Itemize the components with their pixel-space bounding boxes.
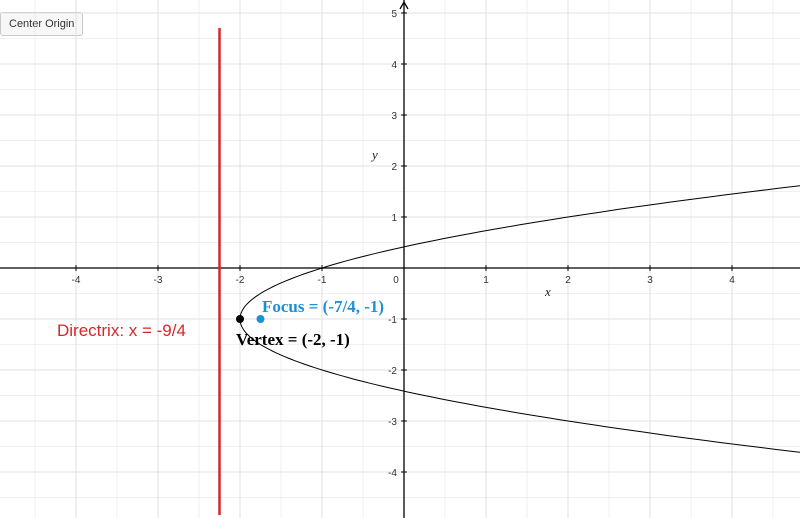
x-tick-label: 2 — [565, 275, 571, 286]
x-tick-label: -2 — [235, 275, 245, 286]
focus-point[interactable] — [257, 315, 265, 323]
y-tick-label: 3 — [391, 111, 397, 122]
x-axis-label: x — [545, 284, 551, 299]
x-tick-label: 0 — [393, 275, 399, 286]
y-tick-label: 1 — [391, 213, 397, 224]
directrix-label: Directrix: x = -9/4 — [57, 321, 186, 340]
x-tick-label: -1 — [317, 275, 327, 286]
y-tick-label: 2 — [391, 162, 397, 173]
y-tick-label: 5 — [391, 9, 397, 20]
y-tick-label: -1 — [388, 315, 397, 326]
y-tick-label: -3 — [388, 417, 397, 428]
x-tick-label: -3 — [153, 275, 163, 286]
y-tick-label: 4 — [391, 60, 397, 71]
y-tick-label: -2 — [388, 366, 397, 377]
x-tick-label: 4 — [729, 275, 735, 286]
x-tick-label: -4 — [71, 275, 81, 286]
vertex-label: Vertex = (-2, -1) — [236, 330, 350, 349]
center-origin-button[interactable]: Center Origin — [0, 12, 83, 36]
x-tick-label: 1 — [483, 275, 489, 286]
vertex-point[interactable] — [236, 315, 244, 323]
y-axis-label: y — [372, 147, 378, 162]
x-tick-label: 3 — [647, 275, 653, 286]
focus-label: Focus = (-7/4, -1) — [262, 297, 385, 316]
y-tick-label: -4 — [388, 468, 397, 479]
